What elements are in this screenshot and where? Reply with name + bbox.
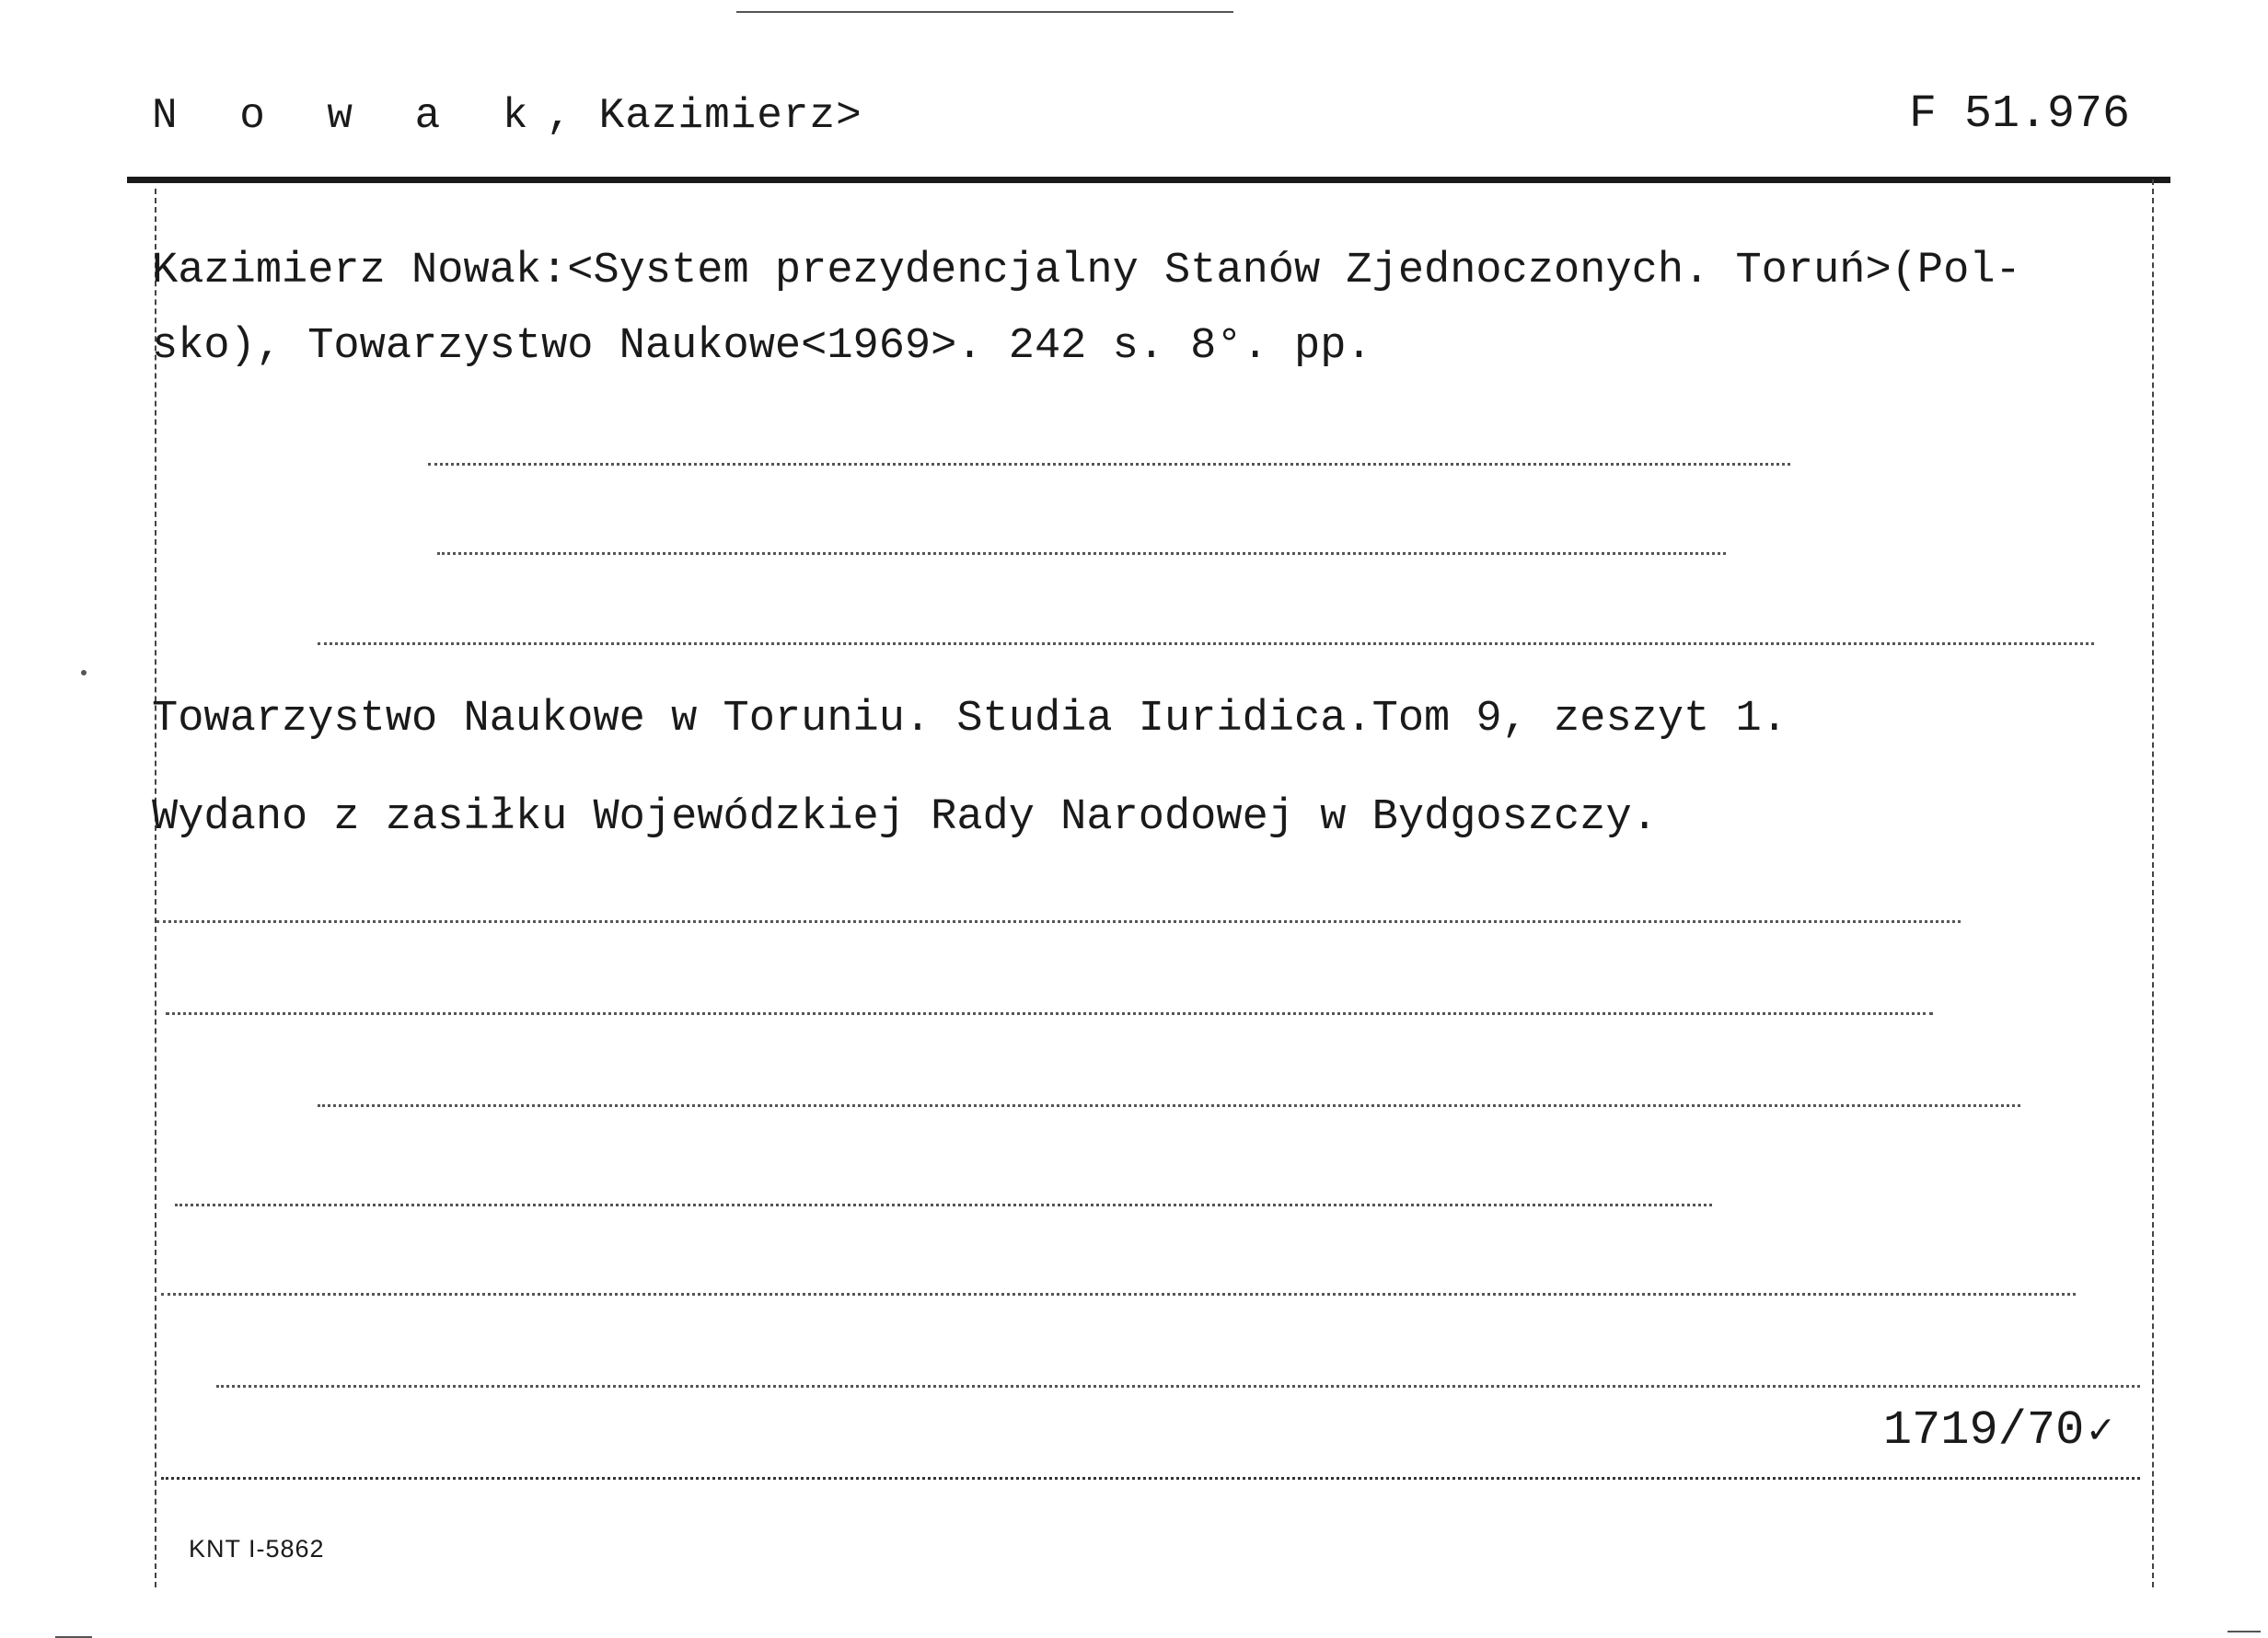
notes-line-1: Towarzystwo Naukowe w Toruniu. Studia Iuridica.Tom 9, zeszyt 1. (152, 695, 1788, 744)
blank-ruled-line (161, 1293, 2076, 1296)
right-margin-line (2152, 179, 2154, 1587)
scan-speck (736, 11, 1233, 13)
blank-ruled-line (166, 1012, 1933, 1015)
entry-line-2: sko), Towarzystwo Naukowe<1969>. 242 s. 8°. pp. (152, 322, 1372, 371)
header-rule (127, 177, 2170, 183)
notes-line-2: Wydano z zasiłku Wojewódzkiej Rady Narodowej w Bydgoszczy. (152, 793, 1658, 842)
bottom-dotted-rule (161, 1477, 2140, 1480)
check-mark-icon: ✓ (2088, 1408, 2113, 1456)
call-number: F 51.976 (1908, 88, 2130, 141)
blank-ruled-line (318, 642, 2094, 645)
author-surname: N o w a k (152, 92, 547, 140)
blank-ruled-line (318, 1104, 2020, 1107)
author-forename: , Kazimierz (546, 92, 837, 140)
blank-ruled-line (156, 920, 1961, 923)
scan-speck (2228, 1631, 2261, 1632)
accession-value: 1719/70 (1882, 1403, 2085, 1458)
blank-ruled-line (216, 1385, 2140, 1388)
entry-line-1: Kazimierz Nowak:<System prezydencjalny Stanów Zjednoczonych. Toruń>(Pol- (152, 247, 2021, 295)
accession-number (1883, 1403, 2113, 1458)
left-margin-line (155, 189, 156, 1587)
author-heading (152, 92, 862, 140)
scan-speck (81, 670, 87, 675)
blank-ruled-line (437, 552, 1726, 555)
printer-code: KNT I-5862 (189, 1535, 325, 1563)
blank-ruled-line (428, 463, 1790, 466)
heading-mark: > (836, 92, 862, 140)
blank-ruled-line (175, 1204, 1712, 1206)
